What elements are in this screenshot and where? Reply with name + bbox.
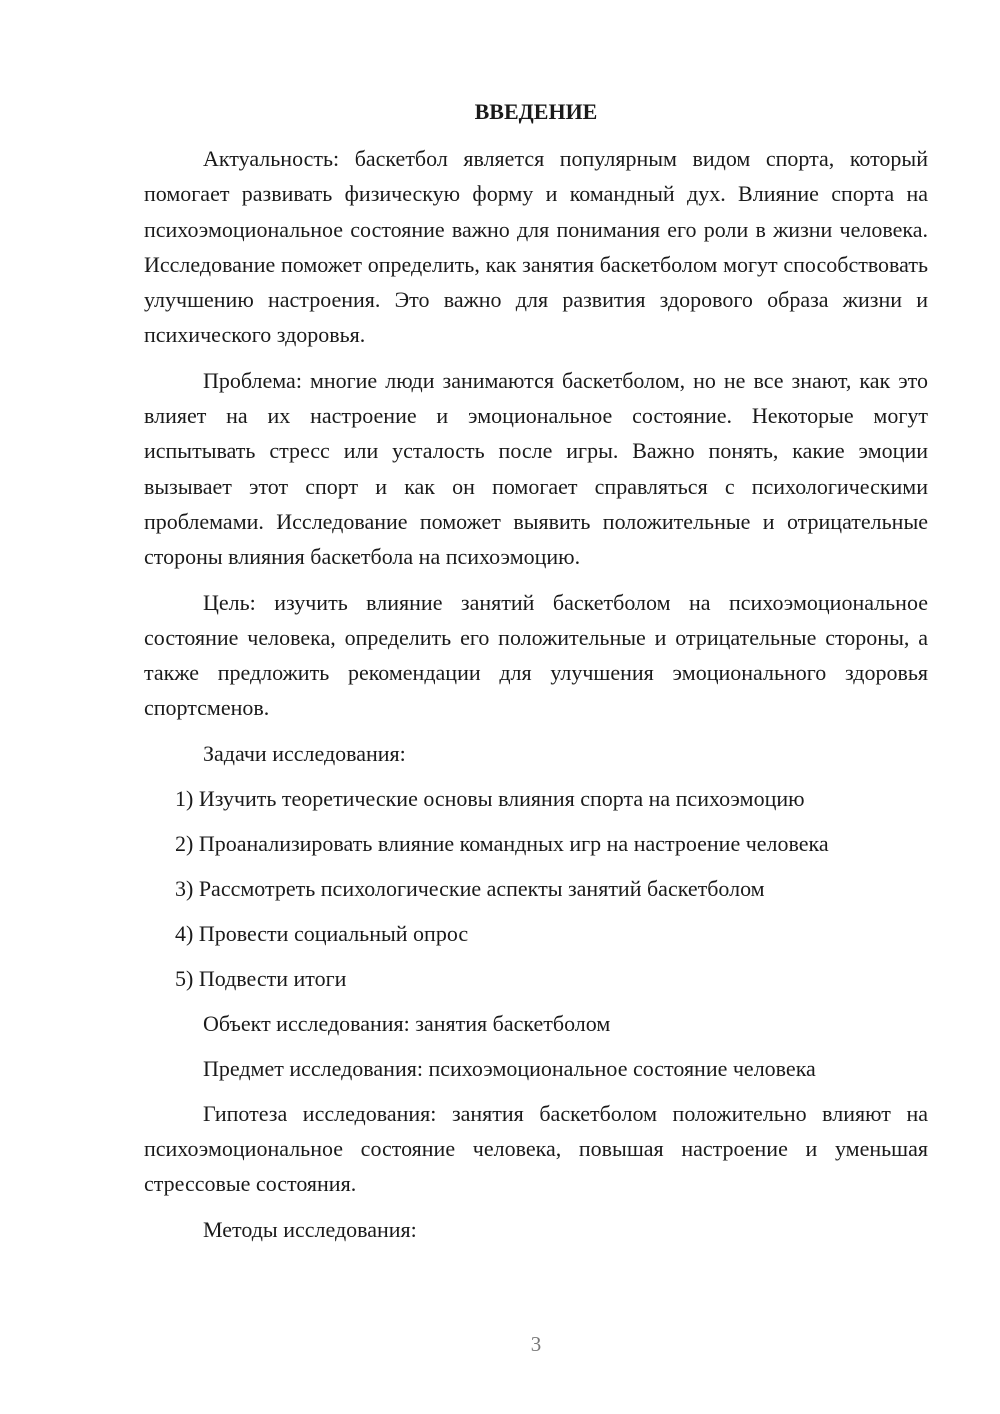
page-number: 3 <box>530 1332 542 1356</box>
tasks-heading: Задачи исследования: <box>203 740 406 766</box>
methods-heading: Методы исследования: <box>203 1216 417 1242</box>
task-item: 2) Проанализировать влияние командных игр на настроение человека <box>175 830 829 856</box>
paragraph-relevance: Актуальность: баскетбол является популярным видом спорта, который помогает развивать физическую форму и командный дух. Влияние спорта на психоэмоциональное состояние важно для понимания его роли в жизни человека. Исследование поможет определить, как занятия баскетболом могут способствовать улучшению настроения. Это важно для развития здорового образа жизни и психического здоровья. <box>144 146 928 348</box>
page-body <box>144 94 928 1257</box>
task-item: 5) Подвести итоги <box>175 965 347 991</box>
paragraph-problem: Проблема: многие люди занимаются баскетболом, но не все знают, как это влияет на их настроение и эмоциональное состояние. Некоторые могут испытывать стресс или усталость после игры. Важно понять, какие эмоции вызывает этот спорт и как он помогает справляться с психологическими проблемами. Исследование поможет выявить положительные и отрицательные стороны влияния баскетбола на психоэмоцию. <box>144 367 928 570</box>
research-object: Объект исследования: занятия баскетболом <box>203 1010 611 1036</box>
task-item: 4) Провести социальный опрос <box>175 920 469 946</box>
research-subject: Предмет исследования: психоэмоциональное состояние человека <box>203 1055 816 1081</box>
task-item: 3) Рассмотреть психологические аспекты занятий баскетболом <box>175 875 765 901</box>
section-title: ВВЕДЕНИЕ <box>474 99 598 124</box>
paragraph-goal: Цель: изучить влияние занятий баскетболом на психоэмоциональное состояние человека, определить его положительные и отрицательные стороны, а также предложить рекомендации для улучшения эмоционального здоровья спортсменов. <box>144 589 928 721</box>
task-item: 1) Изучить теоретические основы влияния спорта на психоэмоцию <box>175 785 805 811</box>
paragraph-hypothesis: Гипотеза исследования: занятия баскетболом положительно влияют на психоэмоциональное состояние человека, повышая настроение и уменьшая стрессовые состояния. <box>144 1100 928 1197</box>
